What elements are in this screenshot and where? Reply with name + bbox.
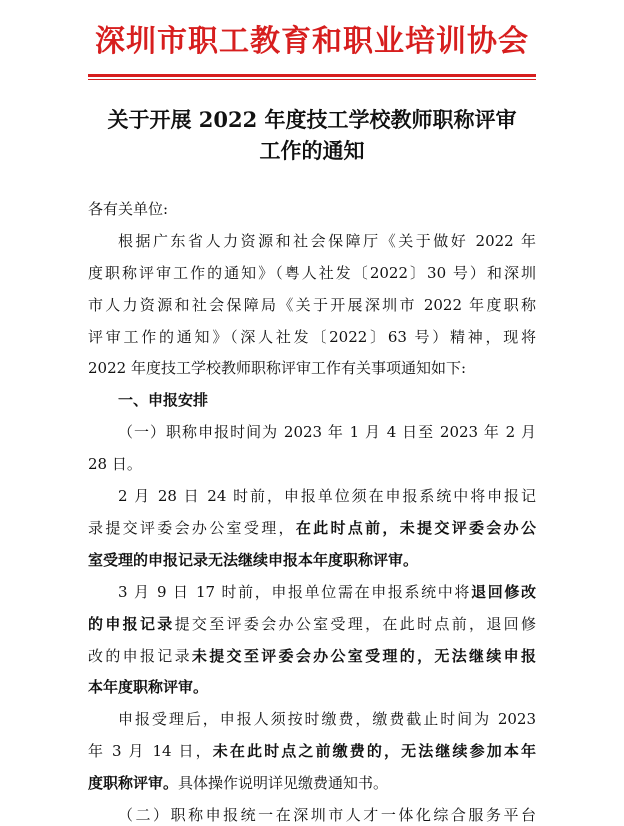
item1-line: 28 日。 <box>88 455 142 473</box>
para3-line <box>88 772 536 794</box>
para1-text: 录提交评委会办公室受理， <box>88 519 296 537</box>
intro-line: 根据广东省人力资源和社会保障厅《关于做好 2022 年 <box>118 232 536 250</box>
para2-text: 3 月 9 日 17 时前，申报单位需在申报系统中将 <box>118 583 472 601</box>
org-header: 深圳市职工教育和职业培训协会 <box>95 24 529 59</box>
para2-line <box>118 581 536 603</box>
para2-bold: 未提交至评委会办公室受理的，无法继续申报 <box>191 647 536 665</box>
para1-line <box>88 517 536 539</box>
para3-bold: 未在此时点之前缴费的，无法继续参加本年 <box>212 742 536 760</box>
para2-bold: 本年度职称评审。 <box>88 678 209 696</box>
salutation: 各有关单位: <box>88 200 169 218</box>
intro-line: 评审工作的通知》（深人社发〔2022〕63 号）精神，现将 <box>88 328 536 346</box>
intro-line: 度职称评审工作的通知》（粤人社发〔2022〕30 号）和深圳 <box>88 264 536 282</box>
para3-line: 申报受理后，申报人须按时缴费，缴费截止时间为 2023 <box>118 710 536 728</box>
para2-bold: 的申报记录 <box>88 615 175 633</box>
para1-line <box>88 549 536 571</box>
red-rule-thick <box>88 74 536 77</box>
para3-bold: 度职称评审。 <box>88 774 179 792</box>
para3-text: 年 3 月 14 日， <box>88 742 213 760</box>
red-rule-thin <box>88 79 536 80</box>
para3-text: 具体操作说明详见缴费通知书。 <box>178 774 389 792</box>
para2-line <box>88 676 536 698</box>
item2-line: （二）职称申报统一在深圳市人才一体化综合服务平台 <box>118 806 536 824</box>
item1-line: （一）职称申报时间为 2023 年 1 月 4 日至 2023 年 2 月 <box>118 423 536 441</box>
section-heading: 一、申报安排 <box>118 391 209 409</box>
para2-text: 改的申报记录 <box>88 647 192 665</box>
para2-line <box>88 645 536 667</box>
para1-bold: 在此时点前，未提交评委会办公 <box>295 519 536 537</box>
notice-title-line1: 关于开展 2022 年度技工学校教师职称评审 <box>107 107 517 132</box>
para2-line <box>88 613 536 635</box>
para2-text: 提交至评委会办公室受理，在此时点前，退回修 <box>174 615 536 633</box>
para2-bold: 退回修改 <box>471 583 536 601</box>
intro-line: 2022 年度技工学校教师职称评审工作有关事项通知如下: <box>88 359 466 377</box>
para1-bold: 室受理的申报记录无法继续申报本年度职称评审。 <box>88 551 419 569</box>
para1-line: 2 月 28 日 24 时前，申报单位须在申报系统中将申报记 <box>118 487 536 505</box>
notice-title-line2: 工作的通知 <box>259 138 365 163</box>
intro-line: 市人力资源和社会保障局《关于开展深圳市 2022 年度职称 <box>88 296 536 314</box>
para3-line <box>88 740 536 762</box>
